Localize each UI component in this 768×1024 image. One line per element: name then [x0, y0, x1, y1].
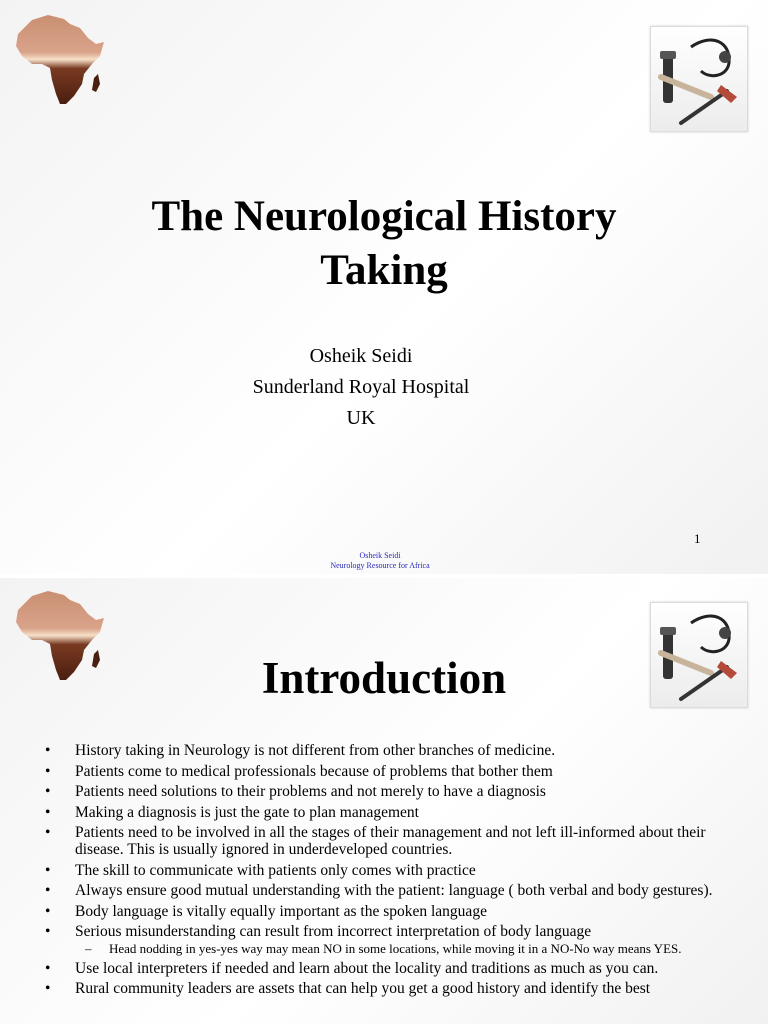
- list-item: • Use local interpreters if needed and learn about the locality and traditions as much as you can.: [45, 959, 659, 977]
- country-name: UK: [346, 407, 376, 429]
- list-item: • History taking in Neurology is not different from other branches of medicine.: [45, 742, 556, 759]
- list-item: • The skill to communicate with patients only comes with practice: [45, 861, 476, 879]
- page-number: 1: [694, 531, 701, 546]
- list-item: • Patients come to medical professionals because of problems that bother them: [45, 762, 553, 780]
- list-item: • Rural community leaders are assets that can help you get a good history and identify the best: [45, 980, 651, 997]
- bullet-list: [0, 742, 768, 1001]
- sub-bullet-list: [75, 942, 728, 956]
- list-item: • Body language is vitally equally important as the spoken language: [45, 902, 487, 920]
- sub-list-item: – Head nodding in yes-yes way may mean NO in some locations, while moving it in a NO-No way means YES.: [85, 941, 682, 956]
- list-item: • Making a diagnosis is just the gate to plan management: [45, 803, 419, 821]
- footer-resource: Neurology Resource for Africa: [330, 561, 430, 570]
- title-line-1: The Neurological History: [151, 193, 617, 240]
- footer-author: Osheik Seidi: [359, 551, 401, 560]
- introduction-slide: [0, 578, 768, 1024]
- slide-title: Introduction: [261, 653, 507, 703]
- author-name: Osheik Seidi: [309, 345, 413, 367]
- list-item: • Patients need solutions to their problems and not merely to have a diagnosis: [45, 783, 546, 800]
- medical-tools-icon: [650, 26, 748, 132]
- institution-name: Sunderland Royal Hospital: [252, 376, 470, 398]
- title-line-2: Taking: [320, 247, 448, 294]
- list-item: • Serious misunderstanding can result from incorrect interpretation of body language – Head nodding in yes-yes way may mean NO in some locations, while moving it in a NO-No way means YES.: [0, 923, 768, 956]
- list-item: • Always ensure good mutual understanding with the patient: language ( both verbal and body gestures).: [45, 882, 713, 899]
- africa-map-logo-icon: [12, 12, 106, 108]
- slide-title: [0, 190, 768, 298]
- list-item: • Patients need to be involved in all the stages of their management and not left ill-informed about their disease. This is usually ignored in underdeveloped countries.: [45, 824, 706, 858]
